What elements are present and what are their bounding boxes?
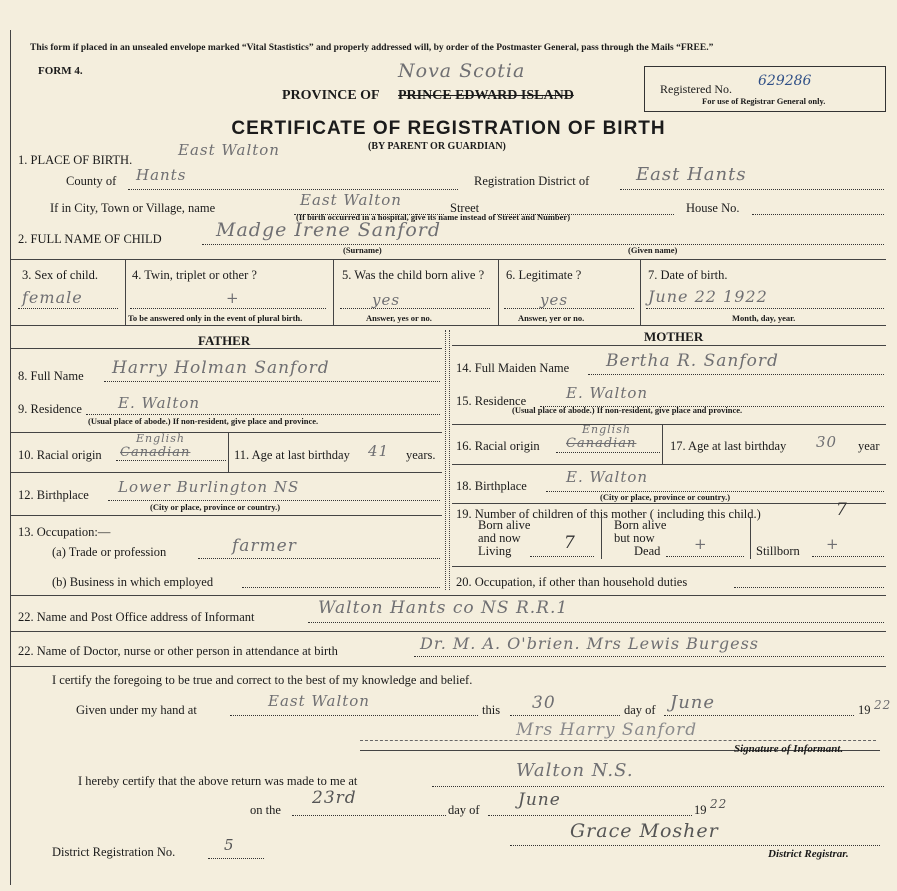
mother-age-unit: year (858, 439, 880, 453)
registrar-place-value: Walton N.S. (516, 760, 634, 781)
place-of-birth-label: 1. PLACE OF BIRTH. (18, 153, 133, 167)
informant-value: Walton Hants co NS R.R.1 (318, 598, 569, 618)
date-note: Month, day, year. (732, 313, 796, 323)
father-residence-note: (Usual place of abode.) If non-resident, give place and province. (88, 416, 319, 426)
county-label: County of (66, 174, 117, 188)
hospital-note: (If birth occurred in a hospital, give its name instead of Street and Number) (296, 212, 571, 222)
this-label: this (482, 703, 501, 717)
trade-value: farmer (232, 536, 297, 556)
dead-value: + (694, 535, 708, 553)
father-name-value: Harry Holman Sanford (112, 358, 330, 378)
province-struck: PRINCE EDWARD ISLAND (398, 88, 574, 103)
mother-age-value: 30 (816, 433, 838, 451)
father-heading: FATHER (198, 333, 251, 348)
district-registrar-label: District Registrar. (768, 848, 849, 860)
mother-name-value: Bertha R. Sanford (606, 351, 779, 371)
father-name-label: 8. Full Name (18, 369, 84, 383)
children-count-value: 7 (836, 500, 847, 520)
postal-notice: This form if placed in an unsealed envelope marked “Vital Stastistics” and properly addressed will, by order of the Postmaster General, pass through the Mails “FREE.” (30, 43, 714, 53)
born-alive-label-2: and now (478, 531, 521, 545)
registrar-year-prefix: 19 (694, 803, 707, 817)
alive-label: 5. Was the child born alive ? (342, 268, 485, 282)
district-registration-label: District Registration No. (52, 845, 176, 859)
city-label: If in City, Town or Village, name (50, 201, 216, 215)
father-birthplace-value: Lower Burlington NS (118, 478, 300, 496)
certificate-title: CERTIFICATE OF REGISTRATION OF BIRTH (231, 118, 666, 139)
stillborn-value: + (826, 535, 840, 553)
left-border (10, 30, 11, 885)
mother-racial-value: English (582, 423, 631, 436)
father-age-unit: years. (406, 448, 436, 462)
sex-value: female (22, 288, 83, 307)
informant-signature-label: Signature of Informant. (734, 743, 844, 755)
doctor-value: Dr. M. A. O'brien. Mrs Lewis Burgess (420, 634, 760, 653)
mother-birthplace-label: 18. Birthplace (456, 479, 527, 493)
given-name-note: (Given name) (628, 245, 678, 255)
informant-signature: Mrs Harry Sanford (516, 720, 698, 740)
mother-residence-note: (Usual place of abode.) If non-resident, give place and province. (512, 405, 743, 415)
father-birthplace-label: 12. Birthplace (18, 488, 89, 502)
child-name-label: 2. FULL NAME OF CHILD (18, 232, 162, 246)
mother-occupation-label: 20. Occupation, if other than household duties (456, 575, 688, 589)
legit-value: yes (540, 291, 569, 309)
certificate-subtitle: (BY PARENT OR GUARDIAN) (368, 141, 506, 152)
twin-value: + (226, 289, 240, 307)
father-racial-value: English (136, 432, 185, 445)
father-racial-label: 10. Racial origin (18, 448, 102, 462)
date-value: June 22 1922 (648, 287, 768, 306)
certify-day-value: 30 (532, 693, 556, 713)
certify-month-value: June (670, 692, 716, 713)
living-label: Living (478, 544, 512, 558)
registrar-note: For use of Registrar General only. (702, 96, 826, 106)
father-racial-struck: Canadian (120, 445, 191, 460)
place-of-birth-value: East Walton (178, 141, 280, 159)
legit-note: Answer, yer or no. (518, 313, 585, 323)
business-label: (b) Business in which employed (52, 575, 214, 589)
mother-residence-label: 15. Residence (456, 394, 527, 408)
informant-label: 22. Name and Post Office address of Informant (18, 610, 255, 624)
county-value: Hants (136, 166, 187, 184)
father-birthplace-note: (City or place, province or country.) (150, 502, 281, 512)
district-value: East Hants (636, 164, 747, 185)
form-number: FORM 4. (38, 65, 83, 77)
born-alive-label-1: Born alive (478, 518, 531, 532)
registrar-year-value: 22 (710, 797, 728, 811)
alive-note: Answer, yes or no. (366, 313, 432, 323)
registered-number: 629286 (758, 73, 812, 89)
mother-racial-struck: Canadian (566, 436, 637, 451)
house-label: House No. (686, 201, 740, 215)
date-label: 7. Date of birth. (648, 268, 728, 282)
district-registration-value: 5 (224, 836, 235, 854)
province-handwritten: Nova Scotia (398, 60, 526, 82)
father-age-label: 11. Age at last birthday (234, 448, 350, 462)
alive-value: yes (372, 291, 401, 309)
dead-label: Dead (634, 544, 661, 558)
province-label: PROVINCE OF (282, 88, 380, 103)
given-under-label: Given under my hand at (76, 703, 197, 717)
stillborn-label: Stillborn (756, 544, 800, 558)
surname-note: (Surname) (343, 245, 382, 255)
father-age-value: 41 (368, 442, 390, 460)
born-now-label-2: but now (614, 531, 655, 545)
certify-year-prefix: 19 (858, 703, 871, 717)
registrar-day-of-label: day of (448, 803, 480, 817)
mother-racial-label: 16. Racial origin (456, 439, 540, 453)
doctor-label: 22. Name of Doctor, nurse or other person in attendance at birth (18, 644, 338, 658)
father-residence-value: E. Walton (118, 394, 201, 412)
given-under-value: East Walton (268, 692, 370, 710)
registrar-on-label: on the (250, 803, 281, 817)
twin-note: To be answered only in the event of plural birth. (128, 313, 303, 323)
twin-label: 4. Twin, triplet or other ? (132, 268, 257, 282)
registrar-statement: I hereby certify that the above return was made to me at (78, 774, 358, 788)
father-occupation-label: 13. Occupation:— (18, 525, 111, 539)
mother-birthplace-value: E. Walton (566, 468, 649, 486)
sex-label: 3. Sex of child. (22, 268, 99, 282)
mother-birthplace-note: (City or place, province or country.) (600, 492, 731, 502)
street-label: Street (450, 201, 480, 215)
registrar-signature: Grace Mosher (570, 820, 719, 842)
mother-age-label: 17. Age at last birthday (670, 439, 787, 453)
registrar-month-value: June (518, 790, 561, 810)
mother-residence-value: E. Walton (566, 384, 649, 402)
legit-label: 6. Legitimate ? (506, 268, 582, 282)
child-name-value: Madge Irene Sanford (216, 219, 442, 241)
certify-year-value: 22 (874, 698, 892, 712)
living-value: 7 (564, 533, 575, 553)
certify-statement: I certify the foregoing to be true and correct to the best of my knowledge and belief. (52, 673, 473, 687)
children-count-label: 19. Number of children of this mother ( including this child.) (456, 507, 761, 521)
registered-label: Registered No. (660, 82, 732, 96)
district-label: Registration District of (474, 174, 590, 188)
mother-name-label: 14. Full Maiden Name (456, 361, 570, 375)
born-now-label-1: Born alive (614, 518, 667, 532)
certify-day-of-label: day of (624, 703, 656, 717)
trade-label: (a) Trade or profession (52, 545, 167, 559)
registrar-day-value: 23rd (312, 788, 357, 808)
city-value: East Walton (300, 191, 402, 209)
father-residence-label: 9. Residence (18, 402, 82, 416)
mother-heading: MOTHER (644, 329, 704, 344)
